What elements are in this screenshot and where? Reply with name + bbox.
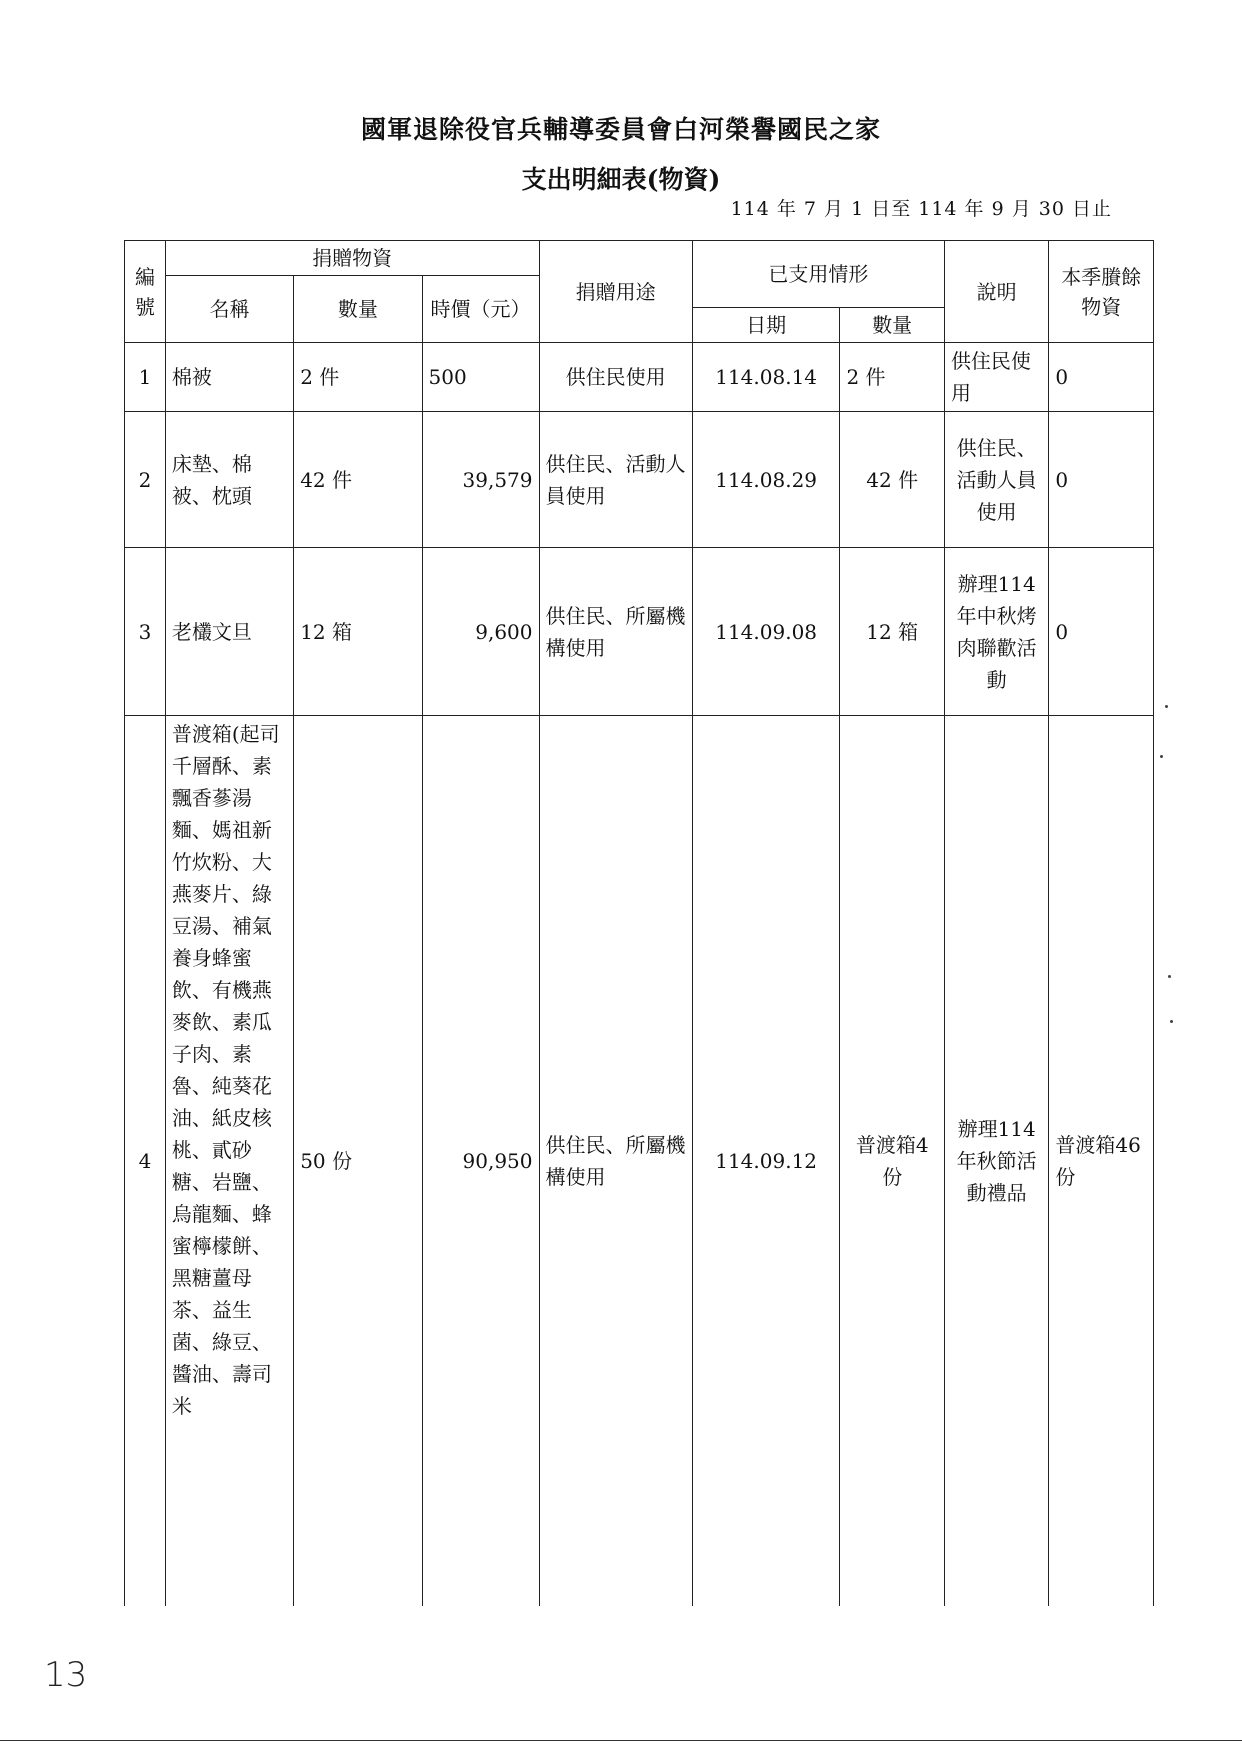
cell-purpose: 供住民使用 [539,343,692,412]
cell-qty: 12 箱 [294,548,422,716]
expense-table [124,240,1154,1606]
cell-remain: 0 [1049,343,1154,412]
cell-price: 39,579 [422,412,539,548]
cell-name: 老欉文旦 [165,548,293,716]
cell-remain: 0 [1049,412,1154,548]
cell-name: 棉被 [165,343,293,412]
cell-no: 4 [125,716,166,1606]
cell-remain: 普渡箱46份 [1049,716,1154,1606]
cell-name: 床墊、棉被、枕頭 [165,412,293,548]
cell-note: 供住民使用 [944,343,1048,412]
cell-note: 供住民、活動人員使用 [944,412,1048,548]
table-row [125,716,1154,1606]
cell-used-qty: 42 件 [840,412,944,548]
cell-purpose: 供住民、所屬機構使用 [539,548,692,716]
scan-speck [1168,975,1171,978]
header-price: 時價（元） [422,276,539,343]
header-purpose: 捐贈用途 [539,241,692,343]
period-range: 114 年 7 月 1 日至 114 年 9 月 30 日止 [730,198,1112,220]
header-note: 說明 [944,241,1048,343]
header-name: 名稱 [165,276,293,343]
footer-rule [0,1740,1242,1741]
cell-name: 普渡箱(起司千層酥、素飄香蔘湯麵、媽祖新竹炊粉、大燕麥片、綠豆湯、補氣養身蜂蜜飲、有機燕麥飲、素瓜子肉、素魯、純葵花油、紙皮核桃、貳砂糖、岩鹽、烏龍麵、蜂蜜檸檬餅、黑糖薑母茶、益生菌、綠豆、醬油、壽司米 [165,716,293,1606]
cell-qty: 50 份 [294,716,422,1606]
cell-date: 114.08.14 [692,343,840,412]
cell-used-qty: 普渡箱4份 [840,716,944,1606]
table-row [125,412,1154,548]
cell-price: 9,600 [422,548,539,716]
header-used: 已支用情形 [692,241,944,308]
page-number: 13 [44,1655,88,1695]
cell-qty: 2 件 [294,343,422,412]
cell-remain: 0 [1049,548,1154,716]
header-remain: 本季賸餘物資 [1049,241,1154,343]
cell-price: 90,950 [422,716,539,1606]
header-used-qty: 數量 [840,308,944,343]
cell-date: 114.08.29 [692,412,840,548]
header-qty: 數量 [294,276,422,343]
cell-date: 114.09.08 [692,548,840,716]
header-donated: 捐贈物資 [165,241,539,276]
cell-note: 辦理114年秋節活動禮品 [944,716,1048,1606]
header-date: 日期 [692,308,840,343]
table-row [125,548,1154,716]
cell-date: 114.09.12 [692,716,840,1606]
cell-no: 1 [125,343,166,412]
cell-used-qty: 12 箱 [840,548,944,716]
header-no: 編號 [125,241,166,343]
document-title: 國軍退除役官兵輔導委員會白河榮譽國民之家 [360,115,881,144]
cell-note: 辦理114年中秋烤肉聯歡活動 [944,548,1048,716]
document-subtitle: 支出明細表(物資) [521,165,721,194]
scan-speck [1160,755,1163,758]
scan-speck [1165,705,1168,708]
cell-price: 500 [422,343,539,412]
cell-purpose: 供住民、活動人員使用 [539,412,692,548]
cell-no: 2 [125,412,166,548]
cell-purpose: 供住民、所屬機構使用 [539,716,692,1606]
cell-no: 3 [125,548,166,716]
cell-used-qty: 2 件 [840,343,944,412]
cell-qty: 42 件 [294,412,422,548]
scan-speck [1170,1020,1173,1023]
table-row [125,343,1154,412]
